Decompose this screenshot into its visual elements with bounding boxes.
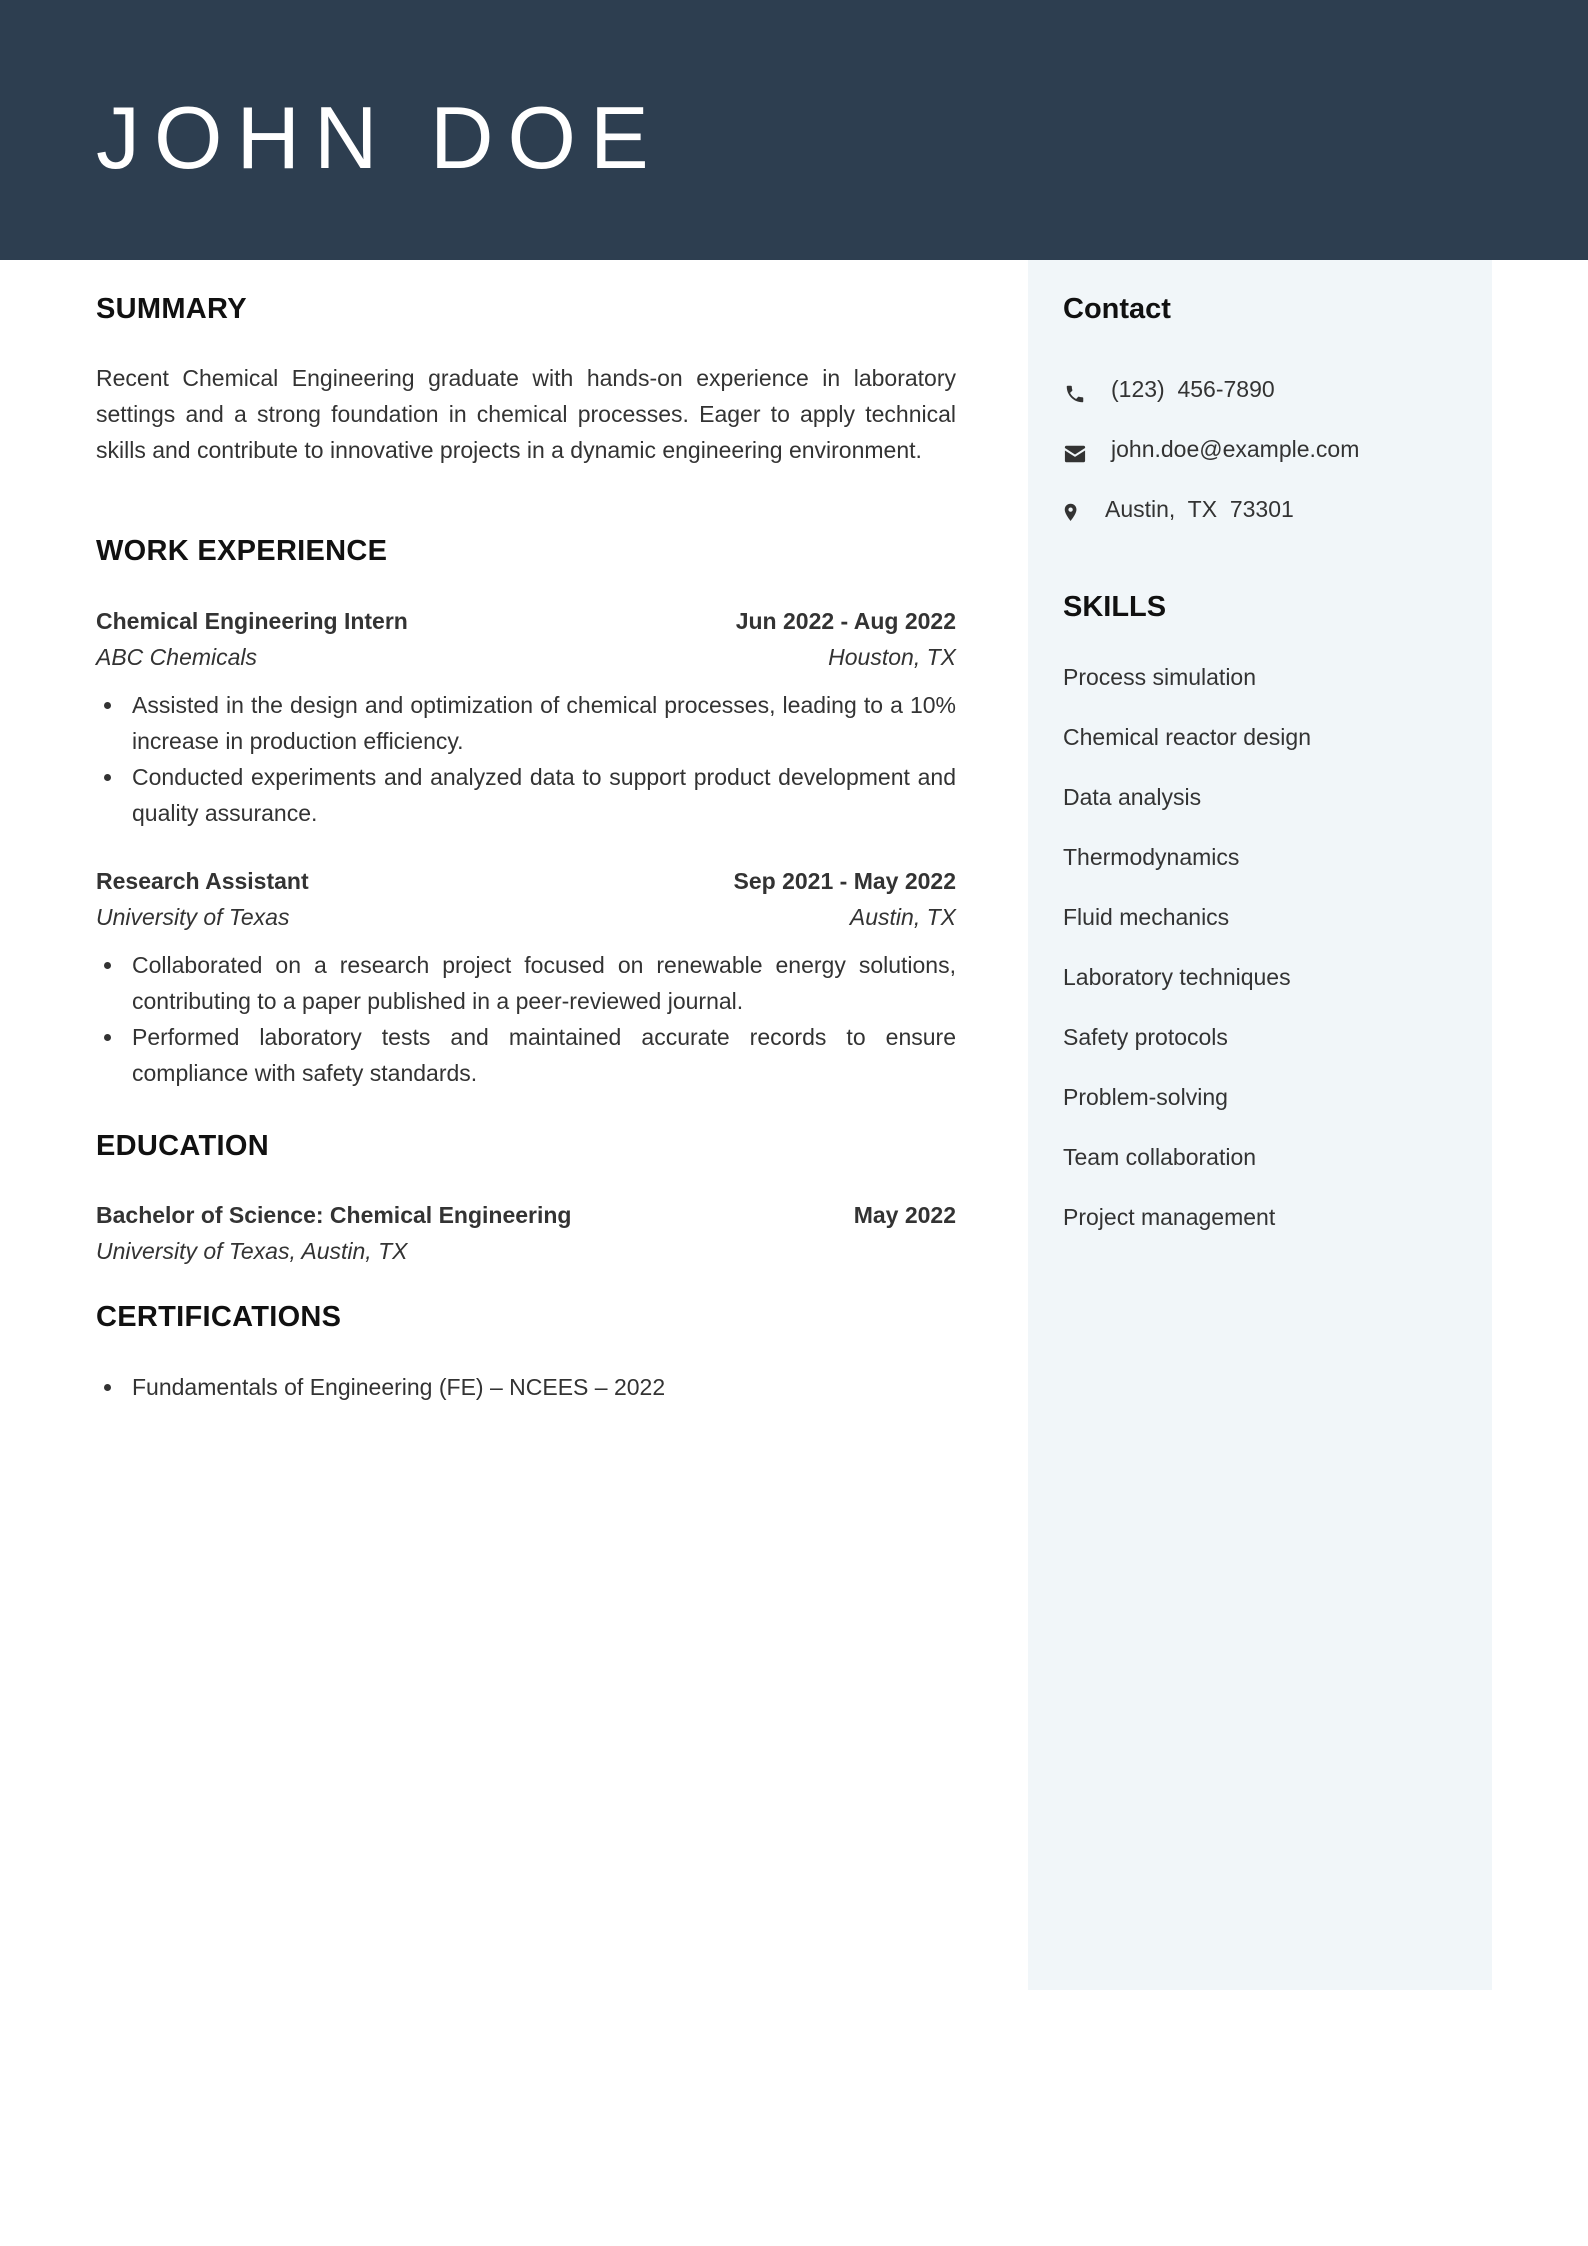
job-bullet: Collaborated on a research project focused on renewable energy solutions, contributing to a paper published in a peer-reviewed journal. [96,947,956,1019]
skill-item: Fluid mechanics [1063,904,1230,930]
job-dates: Jun 2022 - Aug 2022 [735,608,956,634]
skill-item: Safety protocols [1063,1024,1228,1050]
job-title: Research Assistant [96,868,309,894]
job-subheader [96,639,956,675]
certification-list [96,1369,956,1405]
header-banner [0,0,1588,260]
skill-item: Chemical reactor design [1063,724,1312,750]
job-bullet: Performed laboratory tests and maintained accurate records to ensure compliance with safety standards. [96,1019,956,1091]
job-company: ABC Chemicals [96,644,258,670]
envelope-icon [1063,439,1087,461]
education-heading: EDUCATION [96,1130,269,1162]
skill-item: Project management [1063,1204,1276,1230]
graduation-date: May 2022 [853,1202,956,1228]
job-bullets [96,687,956,831]
job-bullet: Conducted experiments and analyzed data to support product development and quality assurance. [96,759,956,831]
contact-heading: Contact [1063,293,1171,325]
job-title: Chemical Engineering Intern [96,608,408,634]
job-subheader [96,899,956,935]
degree: Bachelor of Science: Chemical Engineering [96,1202,572,1228]
job-bullets [96,947,956,1091]
job-dates: Sep 2021 - May 2022 [733,868,956,894]
job-header [96,863,956,899]
email-address: john.doe@example.com [1111,436,1360,462]
skill-item: Problem-solving [1063,1084,1228,1110]
education-subheader [96,1233,956,1269]
education-header [96,1197,956,1233]
job-header [96,603,956,639]
phone-number: (123) 456-7890 [1111,376,1275,402]
skill-item: Thermodynamics [1063,844,1240,870]
job-location: Houston, TX [828,644,956,670]
job-location: Austin, TX [849,904,956,930]
certifications-heading: CERTIFICATIONS [96,1301,342,1333]
certification-item: Fundamentals of Engineering (FE) – NCEES – 2022 [96,1369,956,1405]
job-bullet: Assisted in the design and optimization of chemical processes, leading to a 10% increase in production efficiency. [96,687,956,759]
skill-item: Process simulation [1063,664,1257,690]
work-experience-heading: WORK EXPERIENCE [96,535,388,567]
phone-icon [1063,379,1087,401]
skill-item: Data analysis [1063,784,1202,810]
summary-text: Recent Chemical Engineering graduate with hands-on experience in laboratory settings and a strong foundation in chemical processes. Eager to apply technical skills and contribute to innovative projects in a dynamic engineering environment. [96,365,956,463]
candidate-name: JOHN DOE [96,88,663,187]
skill-item: Team collaboration [1063,1144,1257,1170]
skill-item: Laboratory techniques [1063,964,1291,990]
skills-heading: SKILLS [1063,591,1167,623]
job-company: University of Texas [96,904,290,930]
location-text: Austin, TX 73301 [1105,496,1294,522]
school: University of Texas, Austin, TX [96,1238,408,1264]
summary-heading: SUMMARY [96,293,247,325]
map-marker-icon [1063,499,1087,521]
